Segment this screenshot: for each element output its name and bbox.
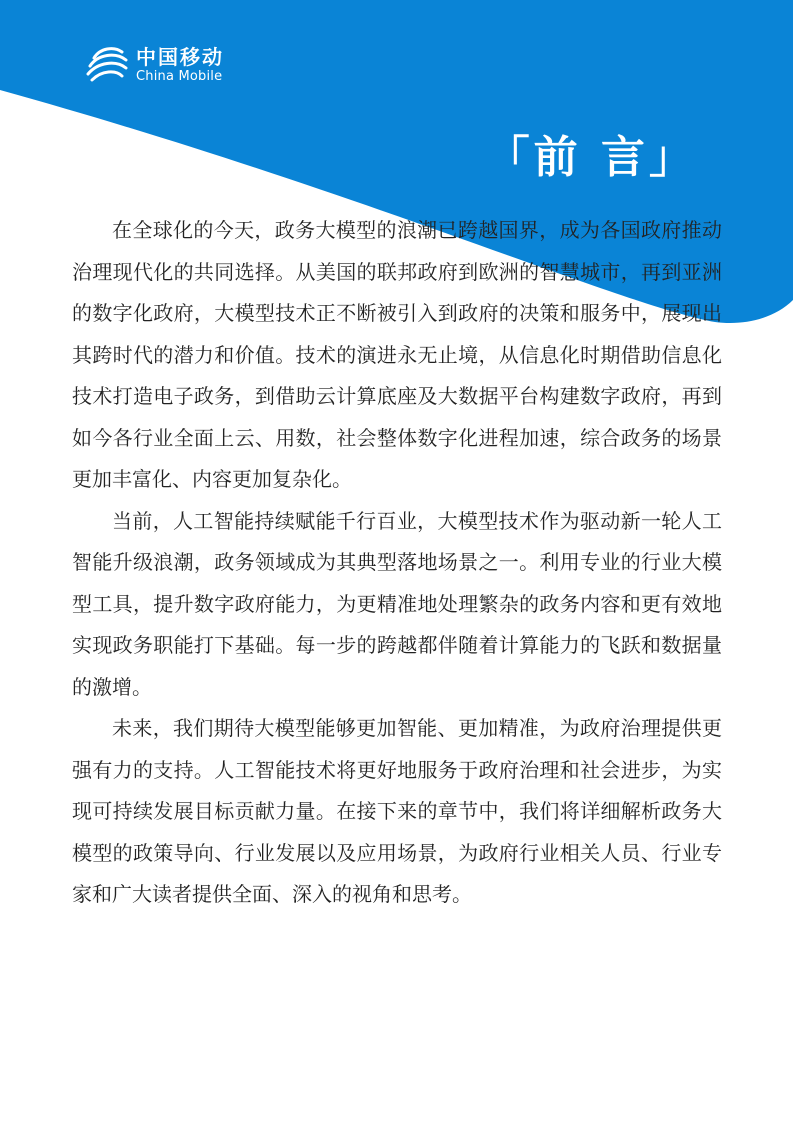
china-mobile-logo — [82, 40, 224, 90]
paragraph-2: 当前，人工智能持续赋能千行百业，大模型技术作为驱动新一轮人工智能升级浪潮，政务领域成为其典型落地场景之一。利用专业的行业大模型工具，提升数字政府能力，为更精准地处理繁杂的政务内容和更有效地实现政务职能打下基础。每一步的跨越都伴随着计算能力的飞跃和数据量的激增。 — [72, 508, 722, 699]
paragraph-3: 未来，我们期待大模型能够更加智能、更加精准，为政府治理提供更强有力的支持。人工智能技术将更好地服务于政府治理和社会进步，为实现可持续发展目标贡献力量。在接下来的章节中，我们将详细解析政务大模型的政策导向、行业发展以及应用场景，为政府行业相关人员、行业专家和广大读者提供全面、深入的视角和思考。 — [72, 716, 722, 906]
page-title: 「前 言」 — [485, 132, 697, 183]
logo-en-text: China Mobile — [136, 69, 223, 84]
paragraph-1: 在全球化的今天，政务大模型的浪潮已跨越国界，成为各国政府推动治理现代化的共同选择。从美国的联邦政府到欧洲的智慧城市，再到亚洲的数字化政府，大模型技术正不断被引入到政府的决策和服务中，展现出其跨时代的潜力和价值。技术的演进永无止境，从信息化时期借助信息化技术打造电子政务，到借助云计算底座及大数据平台构建数字政府，再到如今各行业全面上云、用数，社会整体数字化进程加速，综合政务的场景更加丰富化、内容更加复杂化。 — [72, 218, 722, 491]
body-text — [72, 210, 722, 916]
logo-cn-text: 中国移动 — [136, 45, 224, 69]
china-mobile-logo-icon — [82, 40, 132, 90]
